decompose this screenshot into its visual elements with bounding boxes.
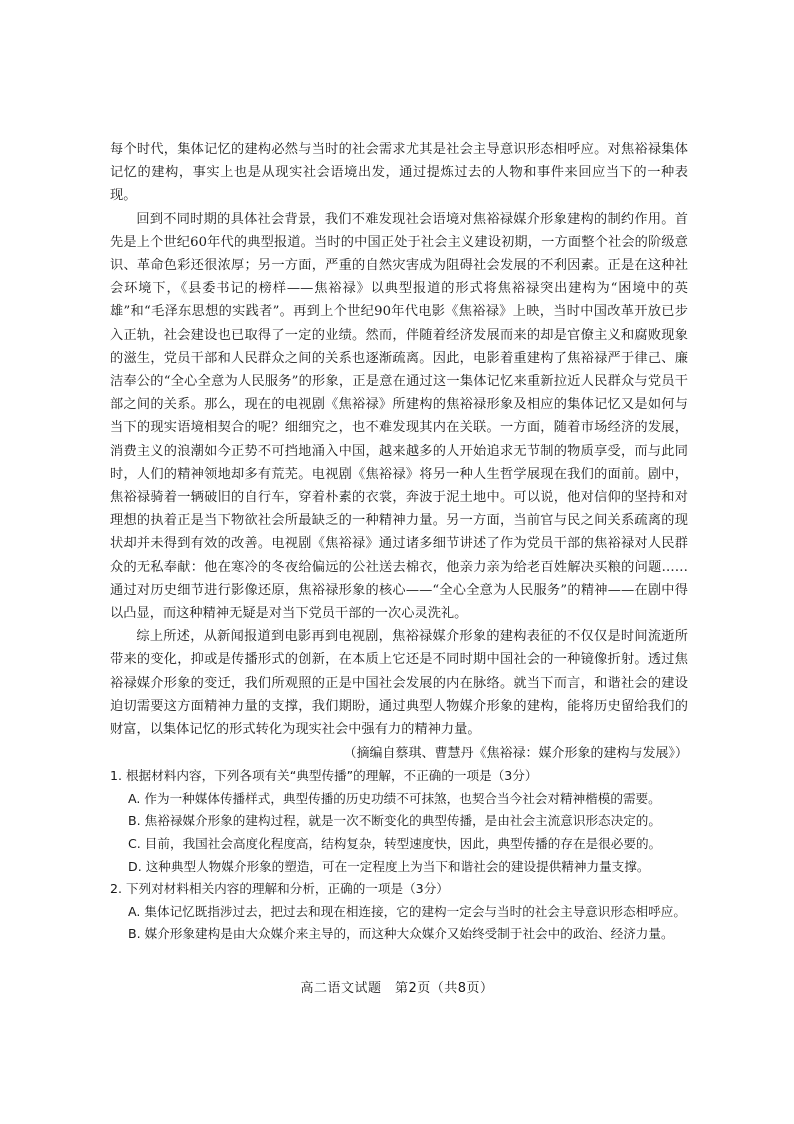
question-1-option-c: C. 目前，我国社会高度化程度高，结构复杂，转型速度快，因此，典型传播的存在是很必要的。: [128, 836, 662, 852]
question-2-stem: 2. 下列对材料相关内容的理解和分析，正确的一项是（3分）: [110, 881, 449, 897]
question-1-option-d: D. 这种典型人物媒介形象的塑造，可在一定程度上为当下和谐社会的建设提供精神力量支撑。: [128, 858, 650, 874]
question-1-option-a: A. 作为一种媒体传播样式，典型传播的历史功绩不可抹煞，也契合当今社会对精神楷模的需要。: [128, 790, 661, 806]
exam-page-content: [110, 138, 688, 946]
question-1-stem: 1. 根据材料内容，下列各项有关“典型传播”的理解，不正确的一项是（3分）: [110, 768, 538, 784]
passage-paragraph-1: 每个时代，集体记忆的建构必然与当时的社会需求尤其是社会主导意识形态相呼应。对焦裕禄集体记忆的建构，事实上也是从现实社会语境出发，通过提炼过去的人物和事件来回应当下的一种表现。: [110, 142, 688, 204]
page-footer: 高二语文试题 第2页（共8页）: [300, 981, 494, 996]
passage-paragraph-3: 综上所述，从新闻报道到电影再到电视剧，焦裕禄媒介形象的建构表征的不仅仅是时间流逝所带来的变化，抑或是传播形式的创新，在本质上它还是不同时期中国社会的一种镜像折射。透过焦裕禄媒介形象的变迁，我们所观照的正是中国社会发展的内在脉络。就当下而言，和谐社会的建设迫切需要这方面精神力量的支撑，我们期盼，通过典型人物媒介形象的建构，能将历史留给我们的财富，以集体记忆的形式转化为现实社会中强有力的精神力量。: [110, 629, 688, 738]
passage-paragraph-2: 回到不同时期的具体社会背景，我们不难发现社会语境对焦裕禄媒介形象建构的制约作用。首先是上个世纪60年代的典型报道。当时的中国正处于社会主义建设初期，一方面整个社会的阶级意识、革命色彩还很浓厚；另一方面，严重的自然灾害成为阻碍社会发展的不利因素。正是在这种社会环境下，《县委书记的榜样——焦裕禄》以典型报道的形式将焦裕禄突出建构为“困境中的英雄”和“毛泽东思想的实践者”。再到上个世纪90年代电影《焦裕禄》上映，当时中国改革开放已步入正轨，社会建设也已取得了一定的业绩。然而，伴随着经济发展而来的却是官僚主义和腐败现象的滋生，党员干部和人民群众之间的关系也逐渐疏离。因此，电影着重建构了焦裕禄严于律己、廉洁奉公的“全心全意为人民服务”的形象，正是意在通过这一集体记忆来重新拉近人民群众与党员干部之间的关系。那么，现在的电视剧《焦裕禄》所建构的焦裕禄形象及相应的集体记忆又是如何与当下的现实语境相契合的呢？细细究之，也不难发现其内在关联。一方面，随着市场经济的发展，消费主义的浪潮如今正势不可挡地涌入中国，越来越多的人开始追求无节制的物质享受，而与此同时，人们的精神领地却多有荒芜。电视剧《焦裕禄》将另一种人生哲学展现在我们的面前。剧中，焦裕禄骑着一辆破旧的自行车，穿着朴素的衣裳，奔波于泥土地中。可以说，他对信仰的坚持和对理想的执着正是当下物欲社会所最缺乏的一种精神力量。另一方面，当前官与民之间关系疏离的现状却并未得到有效的改善。电视剧《焦裕禄》通过诸多细节讲述了作为党员干部的焦裕禄对人民群众的无私奉献：他在寒冷的冬夜给偏远的公社送去棉衣，他亲力亲为给老百姓解决买粮的问题……通过对历史细节进行影像还原，焦裕禄形象的核心——“全心全意为人民服务”的精神——在剧中得以凸显，而这种精神无疑是对当下党员干部的一次心灵洗礼。: [110, 211, 688, 622]
passage-source: （摘编自蔡琪、曹慧丹《焦裕禄：媒介形象的建构与发展》）: [343, 746, 688, 762]
question-2-option-a: A. 集体记忆既指涉过去，把过去和现在相连接，它的建构一定会与当时的社会主导意识形态相呼应。: [128, 903, 686, 919]
question-2-option-b: B. 媒介形象建构是由大众媒介来主导的，而这种大众媒介又始终受制于社会中的政治、经济力量。: [128, 926, 674, 942]
question-1: [110, 765, 688, 878]
question-2: [110, 878, 688, 946]
question-1-option-b: B. 焦裕禄媒介形象的建构过程，就是一次不断变化的典型传播，是由社会主流意识形态决定的。: [128, 813, 661, 829]
